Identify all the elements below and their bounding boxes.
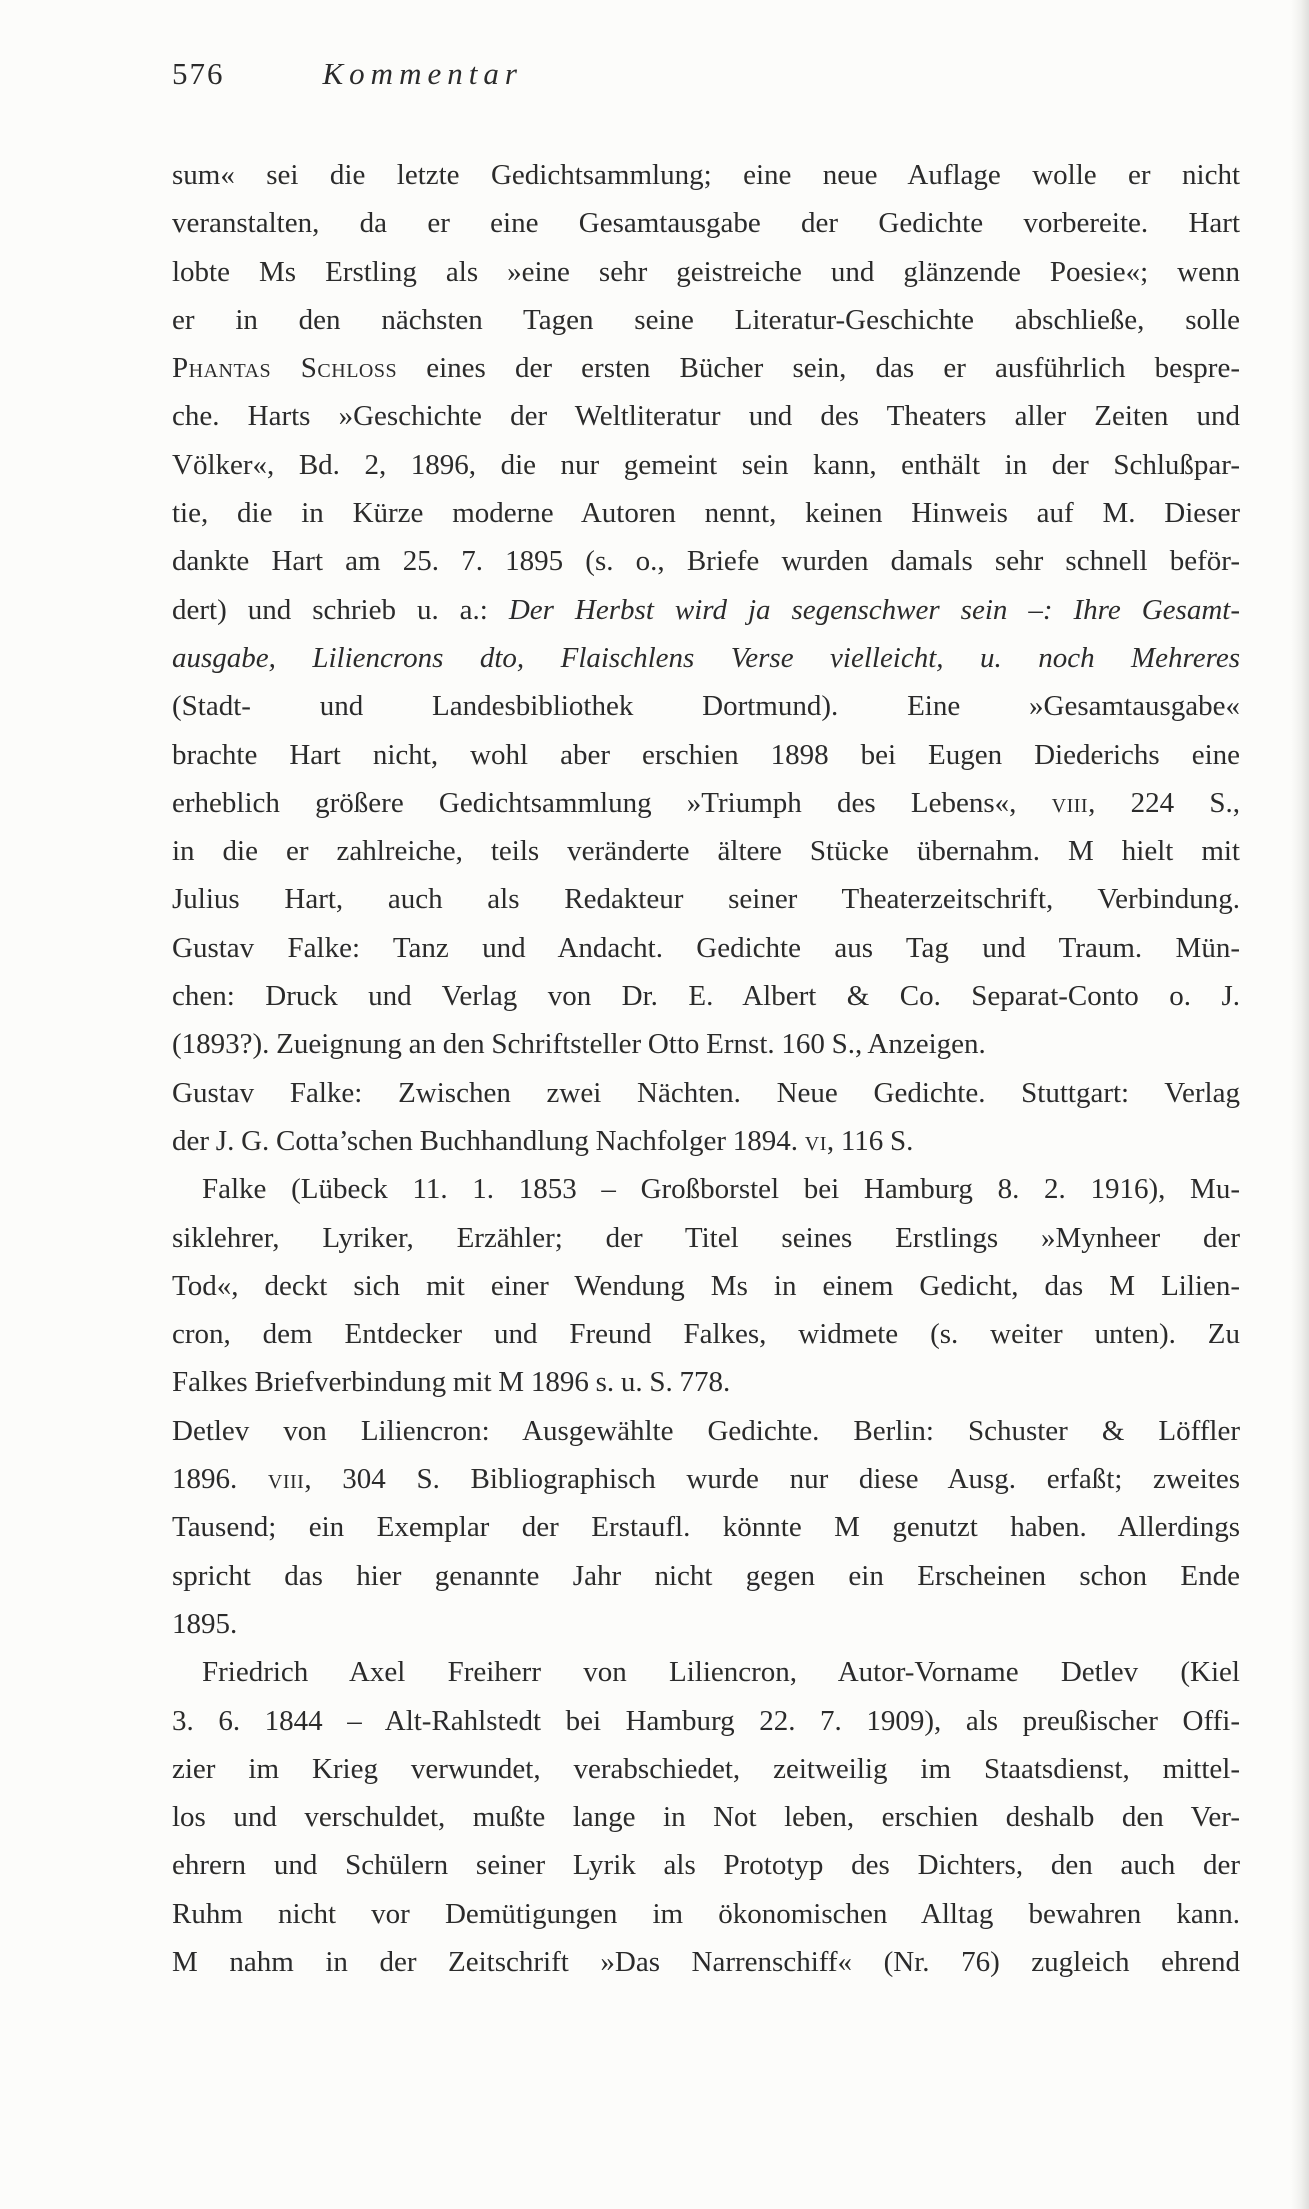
text-segment: siklehrer, Lyriker, Erzähler; der Titel seines Erstlings »Mynheer der (172, 1221, 1240, 1254)
text-segment: dert) und schrieb u. a.: (172, 593, 509, 626)
text-segment: tie, die in Kürze moderne Autoren nennt, keinen Hinweis auf M. Dieser (172, 497, 1240, 530)
text-segment: Tausend; ein Exemplar der Erstaufl. könnte M genutzt haben. Allerdings (172, 1511, 1240, 1544)
page-edge-shadow (1291, 0, 1309, 2209)
text-segment: (Stadt- und Landesbibliothek Dortmund). Eine »Gesamtausgabe« (172, 690, 1240, 723)
text-segment: M nahm in der Zeitschrift »Das Narrenschiff« (Nr. 76) zugleich ehrend (172, 1945, 1240, 1978)
text-segment: , 304 S. Bibliographisch wurde nur diese Ausg. erfaßt; zweites (304, 1463, 1241, 1496)
text-line (172, 827, 1240, 875)
text-segment: Julius Hart, auch als Redakteur seiner Theaterzeitschrift, Verbindung. (172, 883, 1240, 916)
text-segment: 1896. (172, 1463, 268, 1496)
text-segment: Falkes Briefverbindung mit M 1896 s. u. S. 778. (172, 1366, 731, 1399)
text-segment: Ruhm nicht vor Demütigungen im ökonomischen Alltag bewahren kann. (172, 1897, 1240, 1930)
text-line (172, 1648, 1240, 1696)
text-line (172, 151, 1240, 199)
text-line (172, 199, 1240, 247)
text-segment: Friedrich Axel Freiherr von Liliencron, Autor-Vorname Detlev (Kiel (202, 1656, 1240, 1689)
text-line (172, 1938, 1240, 1986)
text-line (172, 875, 1240, 923)
text-line (172, 1697, 1240, 1745)
text-line (172, 1117, 1240, 1165)
text-line (172, 634, 1240, 682)
page-content (172, 52, 1240, 1986)
text-line (172, 1793, 1240, 1841)
text-line (172, 537, 1240, 585)
text-line (172, 1310, 1240, 1358)
text-segment: Tod«, deckt sich mit einer Wendung Ms in einem Gedicht, das M Lilien- (172, 1269, 1240, 1302)
text-line (172, 441, 1240, 489)
text-segment: der J. G. Cotta’schen Buchhandlung Nachfolger 1894. (172, 1124, 805, 1157)
text-segment: cron, dem Entdecker und Freund Falkes, widmete (s. weiter unten). Zu (172, 1318, 1240, 1351)
text-segment: sum« sei die letzte Gedichtsammlung; eine neue Auflage wolle er nicht (172, 159, 1240, 191)
text-segment: brachte Hart nicht, wohl aber erschien 1898 bei Eugen Diederichs eine (172, 738, 1240, 771)
text-segment: dankte Hart am 25. 7. 1895 (s. o., Briefe wurden damals sehr schnell beför- (172, 545, 1240, 578)
text-segment: los und verschuldet, mußte lange in Not leben, erschien deshalb den Ver- (172, 1801, 1240, 1834)
text-line (172, 1745, 1240, 1793)
section-title: Kommentar (322, 56, 523, 91)
running-header (172, 52, 1240, 96)
text-segment: eines der ersten Bücher sein, das er ausführlich bespre- (397, 352, 1240, 385)
text-line (172, 1503, 1240, 1551)
text-segment: che. Harts »Geschichte der Weltliteratur und des Theaters aller Zeiten und (172, 400, 1240, 433)
text-segment: 3. 6. 1844 – Alt-Rahlstedt bei Hamburg 22. 7. 1909), als preußischer Offi- (172, 1704, 1240, 1737)
text-segment: erheblich größere Gedichtsammlung »Triumph des Lebens«, (172, 786, 1052, 819)
text-line (172, 1890, 1240, 1938)
text-segment: Gustav Falke: Tanz und Andacht. Gedichte aus Tag und Traum. Mün- (172, 931, 1240, 964)
text-segment: spricht das hier genannte Jahr nicht gegen ein Erscheinen schon Ende (172, 1559, 1240, 1592)
text-segment: (1893?). Zueignung an den Schriftsteller Otto Ernst. 160 S., Anzeigen. (172, 1028, 986, 1061)
text-line (172, 682, 1240, 730)
text-line (172, 1069, 1240, 1117)
text-segment: ausgabe, Liliencrons dto, Flaischlens Verse vielleicht, u. noch Mehreres (172, 641, 1240, 674)
text-line (172, 1020, 1240, 1068)
text-line (172, 296, 1240, 344)
text-line (172, 1358, 1240, 1406)
text-line (172, 924, 1240, 972)
text-line (172, 1552, 1240, 1600)
text-line (172, 1165, 1240, 1213)
text-segment: vi (804, 1124, 827, 1157)
text-line (172, 1455, 1240, 1503)
text-line (172, 1214, 1240, 1262)
text-segment: er in den nächsten Tagen seine Literatur-Geschichte abschließe, solle (172, 303, 1240, 336)
text-segment: viii (267, 1463, 305, 1496)
text-line (172, 344, 1240, 392)
text-segment: 1895. (172, 1607, 238, 1640)
text-line (172, 1407, 1240, 1455)
text-line (172, 779, 1240, 827)
text-line (172, 392, 1240, 440)
text-line (172, 1262, 1240, 1310)
text-line (172, 489, 1240, 537)
text-segment: in die er zahlreiche, teils veränderte ältere Stücke übernahm. M hielt mit (172, 835, 1240, 868)
text-segment: Detlev von Liliencron: Ausgewählte Gedichte. Berlin: Schuster & Löffler (172, 1414, 1240, 1447)
text-line (172, 1600, 1240, 1648)
page-number: 576 (172, 56, 225, 91)
text-line (172, 731, 1240, 779)
text-block (172, 151, 1240, 1986)
text-segment: chen: Druck und Verlag von Dr. E. Albert & Co. Separat-Conto o. J. (172, 980, 1240, 1013)
text-line (172, 972, 1240, 1020)
text-segment: , 224 S., (1088, 786, 1240, 819)
text-segment: , 116 S. (826, 1124, 914, 1157)
text-line (172, 248, 1240, 296)
text-segment: Der Herbst wird ja segenschwer sein –: Ihre Gesamt- (508, 593, 1240, 626)
text-segment: Phantas Schloss (172, 352, 398, 385)
text-line (172, 1841, 1240, 1889)
text-segment: veranstalten, da er eine Gesamtausgabe der Gedichte vorbereite. Hart (172, 207, 1240, 240)
text-segment: Falke (Lübeck 11. 1. 1853 – Großborstel bei Hamburg 8. 2. 1916), Mu- (202, 1173, 1240, 1206)
text-segment: Gustav Falke: Zwischen zwei Nächten. Neue Gedichte. Stuttgart: Verlag (172, 1076, 1240, 1109)
text-segment: lobte Ms Erstling als »eine sehr geistreiche und glänzende Poesie«; wenn (172, 255, 1240, 288)
text-segment: Völker«, Bd. 2, 1896, die nur gemeint sein kann, enthält in der Schlußpar- (172, 448, 1240, 481)
text-segment: ehrern und Schülern seiner Lyrik als Prototyp des Dichters, den auch der (172, 1849, 1240, 1882)
text-segment: viii (1051, 786, 1089, 819)
text-line (172, 586, 1240, 634)
text-segment: zier im Krieg verwundet, verabschiedet, zeitweilig im Staatsdienst, mittel- (172, 1752, 1240, 1785)
